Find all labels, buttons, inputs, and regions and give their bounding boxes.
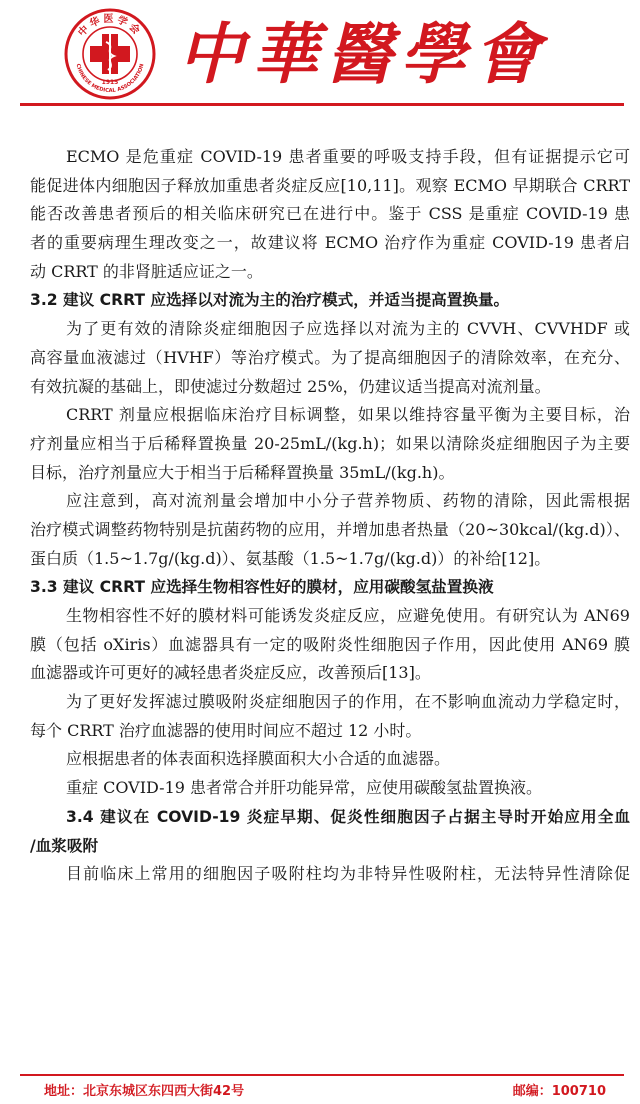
paragraph-line: 应根据患者的体表面积选择膜面积大小合适的血滤器。 — [66, 749, 451, 769]
section-heading-line: 3.4 建议在 COVID-19 炎症早期、促炎性细胞因子占据主导时开始应用全血 — [66, 807, 630, 826]
paragraph-line: ECMO 是危重症 COVID-19 患者重要的呼吸支持手段，但有证据提示它可 — [66, 147, 630, 166]
paragraph-line: 目标，治疗剂量应大于相当于后稀释置换量 35mL/(kg.h)。 — [30, 462, 455, 482]
paragraph-line: 高容量血液滤过（HVHF）等治疗模式。为了提高细胞因子的清除效率，在充分、 — [30, 347, 630, 367]
paragraph-line: 重症 COVID-19 患者常合并肝功能异常，应使用碳酸氢盐置换液。 — [66, 778, 543, 798]
paragraph-line: 每个 CRRT 治疗血滤器的使用时间应不超过 12 小时。 — [30, 720, 422, 740]
paragraph-line: 治疗模式调整药物特别是抗菌药物的应用，并增加患者热量（20~30kcal/(kg.d)）、 — [30, 519, 630, 539]
masthead-title: 中華醫學會 — [178, 15, 548, 93]
footer-postcode: 邮编：100710 — [512, 1084, 606, 1099]
seal-ring-text-en: CHINESE MEDICAL ASSOCIATION — [74, 63, 146, 95]
section-heading-line: 3.3 建议 CRRT 应选择生物相容性好的膜材，应用碳酸氢盐置换液 — [30, 578, 494, 597]
footer-address: 地址：北京东城区东四西大街42号 — [44, 1084, 245, 1099]
paragraph-line: 疗剂量应相当于后稀释置换量 20-25mL/(kg.h)；如果以清除炎症细胞因子为主要 — [30, 433, 630, 453]
paragraph-line: 为了更有效的清除炎症细胞因子应选择以对流为主的 CVVH、CVVHDF 或 — [66, 319, 630, 339]
document-body — [30, 143, 630, 889]
paragraph-line: 生物相容性不好的膜材料可能诱发炎症反应，应避免使用。有研究认为 AN69 — [66, 606, 630, 625]
paragraph-line: 应注意到，高对流剂量会增加中小分子营养物质、药物的清除，因此需根据 — [66, 491, 630, 511]
footer-divider — [20, 1074, 624, 1076]
paragraph-line: CRRT 剂量应根据临床治疗目标调整，如果以维持容量平衡为主要目标，治 — [66, 405, 630, 425]
paragraph-line: 能促进体内细胞因子释放加重患者炎症反应[10,11]。观察 ECMO 早期联合 CRRT — [30, 175, 630, 195]
paragraph-line: 为了更好发挥滤过膜吸附炎症细胞因子的作用，在不影响血流动力学稳定时， — [66, 692, 630, 712]
paragraph-line: 者的重要病理生理改变之一，故建议将 ECMO 治疗作为重症 COVID-19 患者启 — [30, 233, 630, 253]
paragraph-line: 膜（包括 oXiris）血滤器具有一定的吸附炎性细胞因子作用，因此使用 AN69 膜 — [30, 634, 630, 654]
letterhead — [0, 0, 640, 104]
paragraph-line: 有效抗凝的基础上，即使滤过分数超过 25%，仍建议适当提高对流剂量。 — [30, 376, 551, 396]
paragraph-line: 目前临床上常用的细胞因子吸附柱均为非特异性吸附柱，无法特异性清除促 — [66, 864, 630, 884]
paragraph-line: 蛋白质（1.5~1.7g/(kg.d)）、氨基酸（1.5~1.7g/(kg.d)）的补给[12]。 — [30, 548, 551, 568]
paragraph-line: 动 CRRT 的非肾脏适应证之一。 — [30, 261, 263, 281]
association-seal-icon — [64, 8, 156, 100]
header-divider — [20, 103, 624, 106]
seal-ring-text: 中华医学会 — [76, 14, 144, 39]
section-heading-line: /血浆吸附 — [30, 836, 99, 855]
paragraph-line: 能否改善患者预后的相关临床研究已在进行中。鉴于 CSS 是重症 COVID-19 患 — [30, 204, 630, 224]
paragraph-line: 血滤器或许可更好的减轻患者炎症反应，改善预后[13]。 — [30, 663, 431, 683]
seal-year: 1915 — [101, 79, 119, 86]
section-heading-line: 3.2 建议 CRRT 应选择以对流为主的治疗模式，并适当提高置换量。 — [30, 291, 510, 310]
